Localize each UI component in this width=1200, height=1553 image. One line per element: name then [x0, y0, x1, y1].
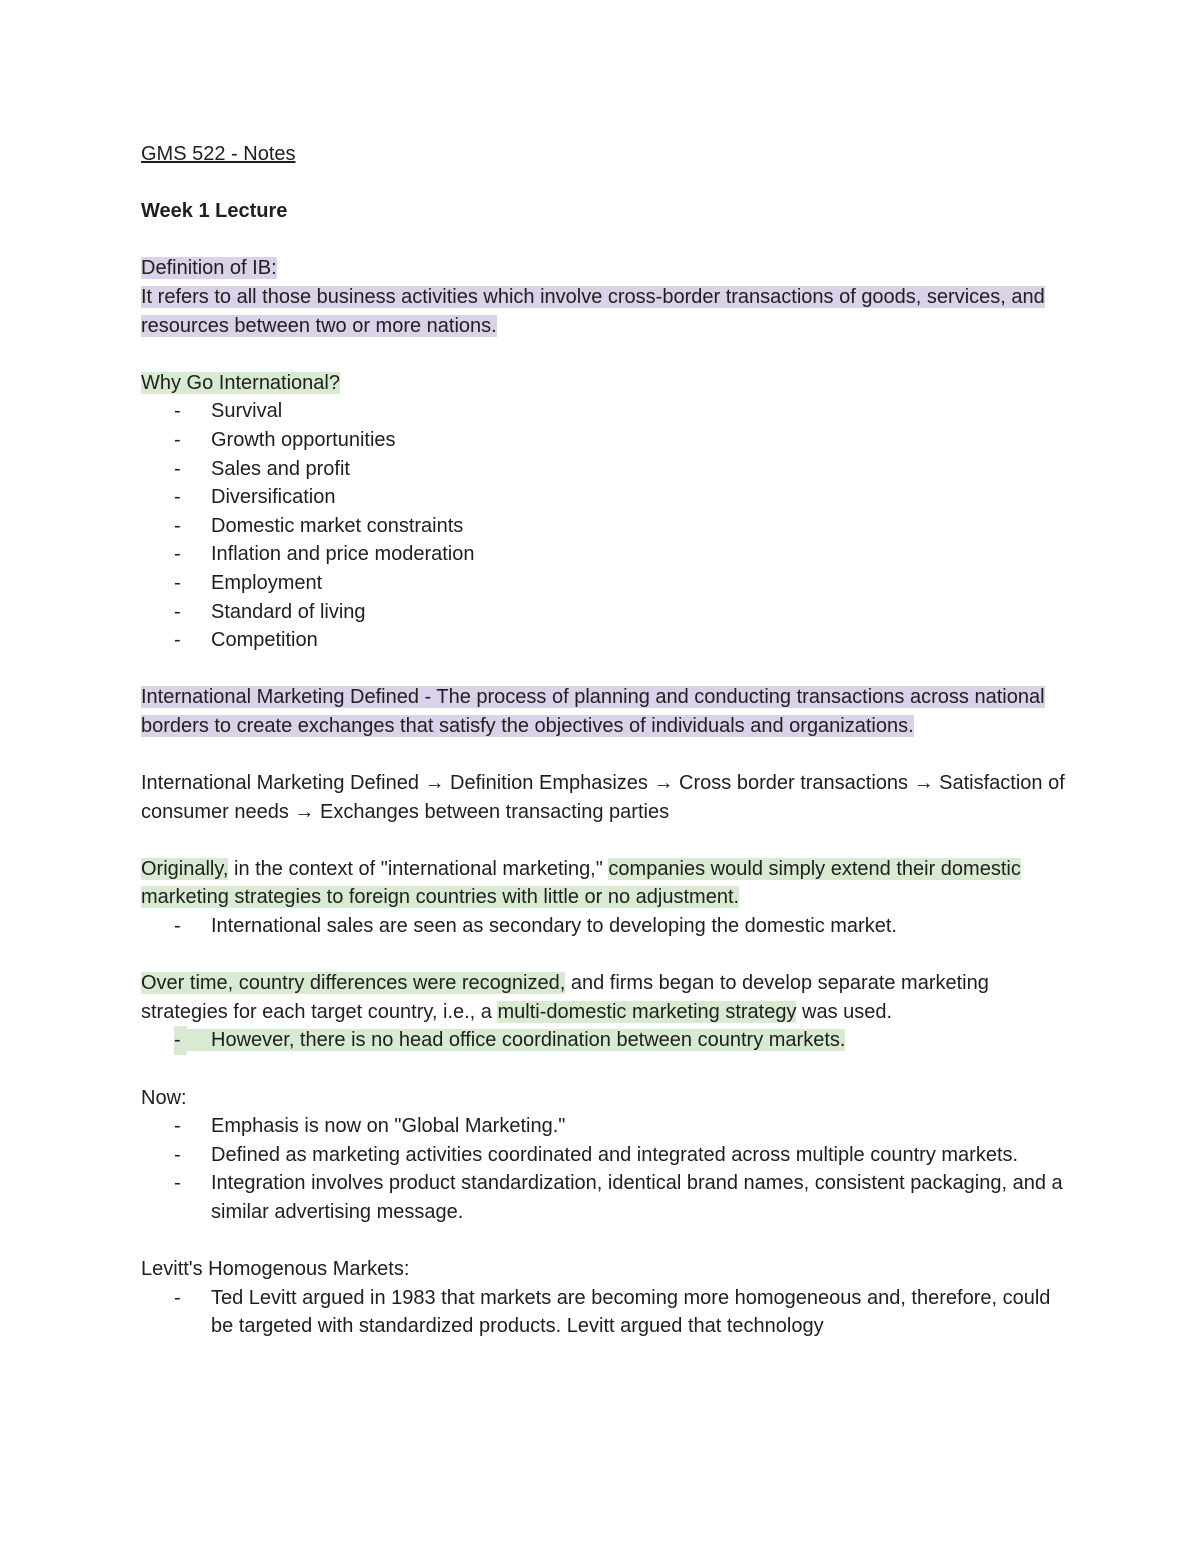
- dash-marker: -: [174, 457, 181, 480]
- ib-definition: [141, 254, 1071, 340]
- overtime-paragraph: [141, 969, 1071, 1026]
- list-item: [141, 1141, 1071, 1170]
- levitt-list: [141, 1284, 1071, 1341]
- dash-marker: -: [174, 571, 181, 594]
- list-item: [141, 912, 1071, 941]
- list-item: [141, 397, 1071, 426]
- dash-marker: -: [174, 1115, 181, 1138]
- list-item: [141, 598, 1071, 627]
- ib-definition-text: It refers to all those business activities which involve cross-border transactions of goods, services, and resources between two or more nations.: [141, 285, 1045, 337]
- overtime-plain-2: was used.: [796, 1000, 893, 1023]
- dash-marker: -: [174, 514, 181, 537]
- im-defined-paragraph: [141, 683, 1071, 740]
- list-item-text: Employment: [211, 571, 323, 594]
- originally-highlight-1: Originally,: [141, 857, 229, 880]
- dash-marker: -: [174, 1286, 181, 1309]
- dash-marker: -: [174, 1143, 181, 1166]
- list-item-text: Inflation and price moderation: [211, 543, 475, 566]
- list-item-text: Standard of living: [211, 600, 366, 623]
- list-item: [141, 426, 1071, 455]
- list-item: [141, 1112, 1071, 1141]
- levitt-label: Levitt's Homogenous Markets:: [141, 1258, 410, 1281]
- originally-list: [141, 912, 1071, 941]
- page-title: GMS 522 - Notes: [141, 143, 296, 165]
- list-item-text: Integration involves product standardization, identical brand names, consistent packaging, and a similar advertising message.: [211, 1172, 1063, 1223]
- im-flow-paragraph: International Marketing Defined → Definition Emphasizes → Cross border transactions → Satisfaction of consumer needs → Exchanges between transacting parties: [141, 772, 1065, 823]
- list-item-text: Sales and profit: [211, 457, 350, 480]
- list-item: [141, 512, 1071, 541]
- list-item: [141, 569, 1071, 598]
- now-label: Now:: [141, 1086, 187, 1109]
- week-heading: Week 1 Lecture: [141, 200, 288, 223]
- overtime-list: [141, 1026, 1071, 1055]
- list-item-text: Survival: [211, 400, 283, 423]
- im-defined-text: International Marketing Defined - The process of planning and conducting transactions across national borders to create exchanges that satisfy the objectives of individuals and organizations.: [141, 686, 1045, 737]
- originally-paragraph: [141, 855, 1071, 912]
- originally-highlight-2: companies would simply extend their domestic marketing strategies to foreign countries with little or no adjustment.: [141, 857, 1021, 909]
- list-item: [141, 1284, 1071, 1341]
- list-item: [141, 540, 1071, 569]
- why-heading-row: [141, 369, 1071, 398]
- list-item-text: Domestic market constraints: [211, 514, 464, 537]
- why-list: [141, 397, 1071, 654]
- dash-marker: -: [174, 1172, 181, 1195]
- list-item-text: Emphasis is now on "Global Marketing.": [211, 1115, 566, 1138]
- dash-marker: -: [174, 629, 181, 652]
- list-item-text: Growth opportunities: [211, 428, 396, 451]
- list-item-text: However, there is no head office coordination between country markets.: [180, 1029, 845, 1051]
- dash-marker: -: [174, 1026, 187, 1055]
- dash-marker: -: [174, 543, 181, 566]
- dash-marker: -: [174, 600, 181, 623]
- overtime-highlight-2: multi-domestic marketing strategy: [497, 1000, 797, 1023]
- list-item-text: Diversification: [211, 486, 336, 509]
- list-item: [141, 483, 1071, 512]
- list-item: [141, 1169, 1071, 1226]
- document-body: [141, 140, 1071, 1341]
- dash-marker: -: [174, 915, 181, 938]
- originally-plain: in the context of "international marketing,": [228, 857, 609, 880]
- list-item-text: Competition: [211, 629, 318, 652]
- list-item: [141, 626, 1071, 655]
- overtime-highlight-1: Over time, country differences were recognized,: [141, 972, 566, 995]
- now-list: [141, 1112, 1071, 1226]
- dash-marker: -: [174, 428, 181, 451]
- list-item-text: Ted Levitt argued in 1983 that markets are becoming more homogeneous and, therefore, could be targeted with standardized products. Levitt argued that technology: [211, 1286, 1051, 1338]
- dash-marker: -: [174, 400, 181, 423]
- list-item-text: International sales are seen as secondary to developing the domestic market.: [211, 915, 897, 938]
- list-item-text: Defined as marketing activities coordinated and integrated across multiple country markets.: [211, 1143, 1019, 1166]
- dash-marker: -: [174, 486, 181, 509]
- overtime-plain-1: and firms began to develop separate marketing strategies for each target country, i.e., a: [141, 972, 989, 1023]
- list-item-highlighted: [141, 1026, 1071, 1055]
- ib-definition-label: Definition of IB:: [141, 257, 277, 280]
- why-heading: Why Go International?: [141, 371, 340, 394]
- list-item: [141, 455, 1071, 484]
